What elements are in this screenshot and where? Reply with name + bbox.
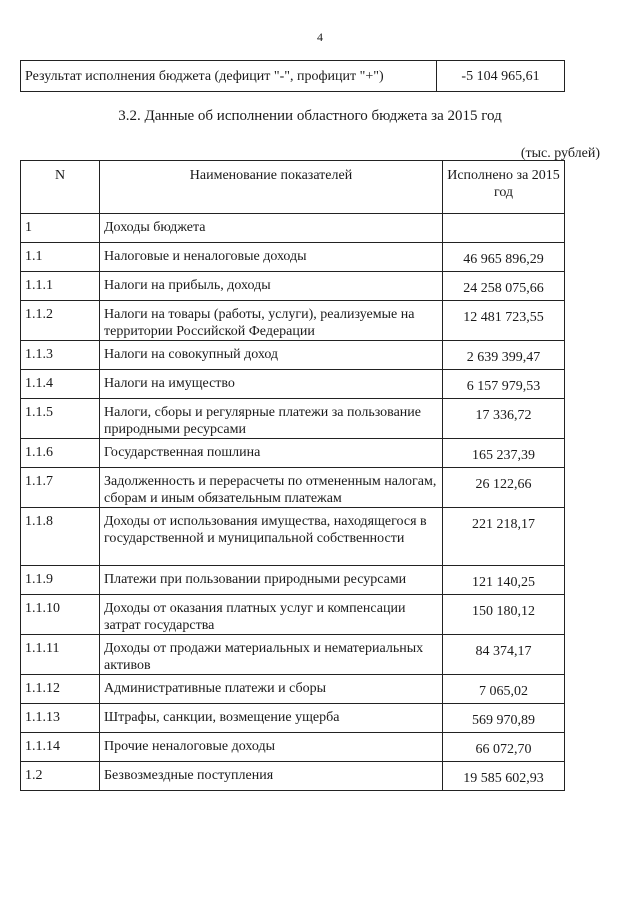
header-value: Исполнено за 2015 год — [443, 161, 565, 214]
section-title: 3.2. Данные об исполнении областного бюджета за 2015 год — [118, 108, 502, 124]
table-row — [21, 214, 565, 243]
row-number: 1.1 — [21, 243, 100, 272]
table-row — [21, 468, 565, 508]
table-row — [21, 301, 565, 341]
row-value: 84 374,17 — [443, 635, 565, 675]
row-value: 569 970,89 — [443, 704, 565, 733]
row-number: 1.1.7 — [21, 468, 100, 508]
row-value: 26 122,66 — [443, 468, 565, 508]
budget-execution-table — [20, 160, 565, 791]
header-name: Наименование показателей — [100, 161, 443, 214]
table-row — [21, 243, 565, 272]
row-number: 1.1.5 — [21, 399, 100, 439]
row-value: 24 258 075,66 — [443, 272, 565, 301]
row-value: 121 140,25 — [443, 566, 565, 595]
row-name: Доходы от оказания платных услуг и компенсации затрат государства — [100, 595, 443, 635]
row-name: Налоговые и неналоговые доходы — [100, 243, 443, 272]
table-row — [21, 595, 565, 635]
budget-result-row — [21, 61, 565, 92]
row-value: 66 072,70 — [443, 733, 565, 762]
row-value: 12 481 723,55 — [443, 301, 565, 341]
row-name: Налоги на прибыль, доходы — [100, 272, 443, 301]
page-number: 4 — [317, 30, 323, 44]
table-row — [21, 733, 565, 762]
row-number: 1.1.10 — [21, 595, 100, 635]
row-number: 1.1.8 — [21, 508, 100, 566]
row-value: 7 065,02 — [443, 675, 565, 704]
header-number: N — [21, 161, 100, 214]
row-number: 1.1.11 — [21, 635, 100, 675]
row-value: 150 180,12 — [443, 595, 565, 635]
row-number: 1.1.3 — [21, 341, 100, 370]
row-value: 221 218,17 — [443, 508, 565, 566]
row-number: 1.1.12 — [21, 675, 100, 704]
row-value: 6 157 979,53 — [443, 370, 565, 399]
row-name: Штрафы, санкции, возмещение ущерба — [100, 704, 443, 733]
row-number: 1.1.2 — [21, 301, 100, 341]
table-row — [21, 675, 565, 704]
row-name: Налоги на имущество — [100, 370, 443, 399]
budget-result-value: -5 104 965,61 — [437, 61, 565, 92]
row-number: 1.1.4 — [21, 370, 100, 399]
row-number: 1.1.6 — [21, 439, 100, 468]
table-row — [21, 370, 565, 399]
table-row — [21, 566, 565, 595]
row-name: Прочие неналоговые доходы — [100, 733, 443, 762]
row-name: Доходы бюджета — [100, 214, 443, 243]
table-row — [21, 762, 565, 791]
row-number: 1.1.9 — [21, 566, 100, 595]
row-number: 1.1.13 — [21, 704, 100, 733]
budget-result-label: Результат исполнения бюджета (дефицит "-", профицит "+") — [21, 61, 437, 92]
units-note: (тыс. рублей) — [520, 146, 600, 161]
row-name: Платежи при пользовании природными ресурсами — [100, 566, 443, 595]
row-value — [443, 214, 565, 243]
table-body — [21, 214, 565, 791]
budget-result-table — [20, 60, 565, 92]
row-number: 1.1.1 — [21, 272, 100, 301]
row-value: 2 639 399,47 — [443, 341, 565, 370]
row-number: 1 — [21, 214, 100, 243]
row-value: 46 965 896,29 — [443, 243, 565, 272]
table-row — [21, 508, 565, 566]
row-name: Задолженность и перерасчеты по отмененным налогам, сборам и иным обязательным платежам — [100, 468, 443, 508]
row-name: Налоги на совокупный доход — [100, 341, 443, 370]
row-number: 1.2 — [21, 762, 100, 791]
table-row — [21, 439, 565, 468]
row-number: 1.1.14 — [21, 733, 100, 762]
row-name: Доходы от продажи материальных и нематериальных активов — [100, 635, 443, 675]
table-row — [21, 704, 565, 733]
table-row — [21, 399, 565, 439]
table-row — [21, 272, 565, 301]
row-value: 17 336,72 — [443, 399, 565, 439]
table-row — [21, 635, 565, 675]
row-value: 19 585 602,93 — [443, 762, 565, 791]
row-name: Налоги, сборы и регулярные платежи за пользование природными ресурсами — [100, 399, 443, 439]
row-name: Доходы от использования имущества, находящегося в государственной и муниципальной собственности — [100, 508, 443, 566]
table-header-row — [21, 161, 565, 214]
row-name: Налоги на товары (работы, услуги), реализуемые на территории Российской Федерации — [100, 301, 443, 341]
row-name: Безвозмездные поступления — [100, 762, 443, 791]
row-value: 165 237,39 — [443, 439, 565, 468]
row-name: Административные платежи и сборы — [100, 675, 443, 704]
row-name: Государственная пошлина — [100, 439, 443, 468]
table-row — [21, 341, 565, 370]
